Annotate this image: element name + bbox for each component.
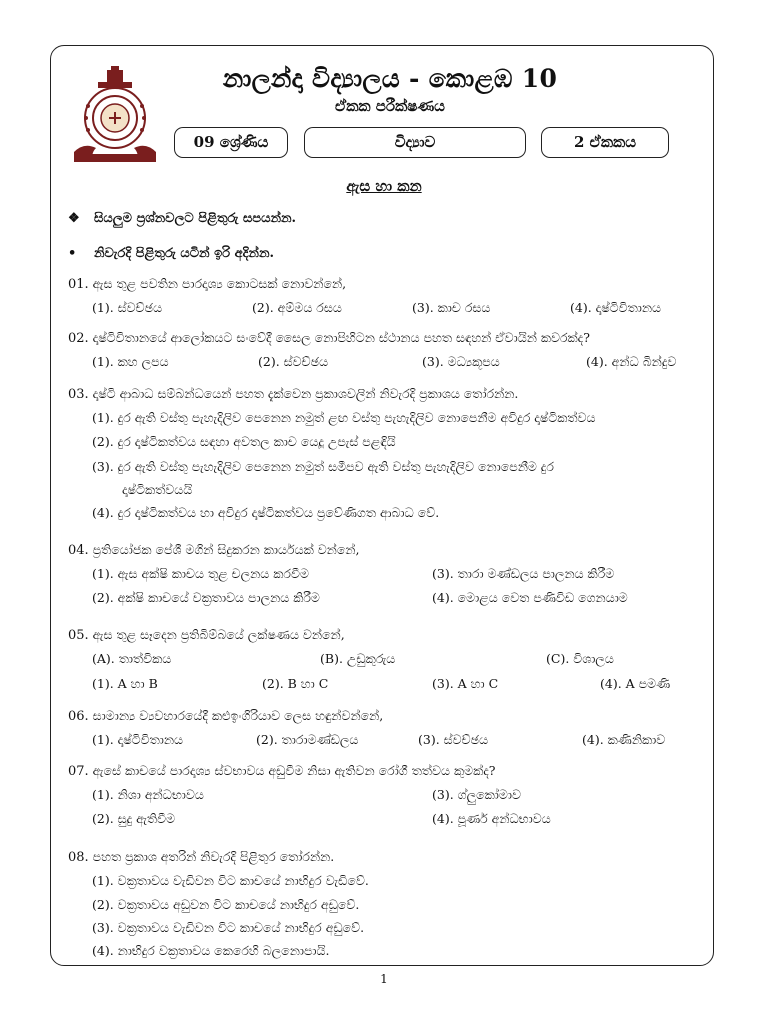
option: (2). සුදු ඇතිවීම	[92, 811, 176, 826]
school-crest-logo	[68, 66, 162, 166]
option: (3). ස්වච්ඡය	[418, 732, 489, 747]
option: (4). දෘෂ්ටිවිතානය	[570, 300, 662, 315]
question-number: 06.	[68, 709, 89, 724]
option: (1). වක්‍රතාවය වැඩිවන විට කාචයේ නාභිදුර වැඩිවේ.	[92, 873, 369, 888]
instruction-text: සියලුම ප්‍රශ්නවලට පිළිතුරු සපයන්න.	[94, 211, 297, 226]
option: (3). ග්ලුකෝමාව	[432, 787, 521, 802]
option: (1). ස්වච්ඡය	[92, 300, 163, 315]
option: (2). තාරාමණ්ඩලය	[256, 732, 359, 747]
question-text: ඇස තුළ පවතින පාරදෘශ්‍ය කොටසක් නොවන්නේ,	[92, 276, 347, 291]
question-number: 04.	[68, 543, 89, 558]
option: (B). උඩුකුරුය	[320, 651, 396, 666]
question-text: දෘෂ්ටිවිතානයේ ආලෝකයට සංවේදී සෛල නොපිහිටන ස්ථානය පහත සඳහන් ඒවායින් කවරක්ද?	[92, 330, 590, 345]
grade-box: 09 ශ්‍රේණිය	[174, 127, 288, 158]
option: (1). කහ ලපය	[92, 354, 169, 369]
option: (2). දුර දෘෂ්ටිකත්වය සඳහා අවතල කාච යෙදූ උපැස් පළඳියි	[92, 434, 396, 449]
option: (1). දුර ඇති වස්තු පැහැදිලිව පෙනෙන නමුත් ළඟ වස්තු පැහැදිලිව නොපෙනීම අවිදුර දෘෂ්ටිකත්වය	[92, 410, 596, 425]
option: (2). B හා C	[262, 676, 329, 691]
question-number: 01.	[68, 277, 89, 292]
option: (4). A පමණි	[600, 676, 671, 691]
page-number: 1	[380, 972, 388, 986]
option: (3). මධ්‍යකූපය	[422, 354, 500, 369]
instruction-text: නිවැරදි පිළිතුරු යටින් ඉරි අදින්න.	[94, 246, 275, 261]
question-text: ඇසේ කාචයේ පාරදෘශ්‍ය ස්වභාවය අඩුවීම නිසා ඇතිවන රෝගී තත්වය කුමක්ද?	[92, 763, 496, 778]
option: (4). අන්ධ බින්දුව	[586, 354, 677, 369]
dot-bullet-icon: •	[68, 246, 77, 261]
option: (3). කාච රසය	[412, 300, 491, 315]
option: (3). තාරා මණ්ඩලය පාලනය කිරීම	[432, 566, 615, 581]
question-6	[68, 708, 383, 724]
instruction-1	[68, 211, 296, 226]
question-number: 05.	[68, 628, 89, 643]
question-text: ඇස තුළ සෑදෙන ප්‍රතිබිම්බයේ ලක්ෂණය වන්නේ,	[92, 627, 345, 642]
option: (4). කණිනිකාව	[582, 732, 666, 747]
question-8	[68, 849, 334, 865]
topic-title: ඇස හා කන	[346, 177, 422, 195]
question-number: 02.	[68, 331, 89, 346]
question-number: 08.	[68, 850, 89, 865]
option: (3). දුර ඇති වස්තු පැහැදිලිව පෙනෙන නමුත් සමීපව ඇති වස්තු පැහැදිලිව නොපෙනීම දුර	[92, 459, 554, 474]
question-text: ප්‍රතියෝජක පේශී මගින් සිදුකරන කාර්යයක් වන්නේ,	[92, 542, 360, 557]
option: (3). වක්‍රතාවය වැඩිවන විට කාචයේ නාභිදුර අඩුවේ.	[92, 920, 365, 935]
option: (4). දුර දෘෂ්ටිකත්වය හා අවිදුර දෘෂ්ටිකත්වය ප්‍රවේණිගත ආබාධ වේ.	[92, 505, 440, 520]
option: (A). තාත්විකය	[92, 651, 172, 666]
question-number: 03.	[68, 387, 89, 402]
option: (3). A හා C	[432, 676, 499, 691]
subject-box: විද්‍යාව	[304, 127, 526, 158]
option: (1). A හා B	[92, 676, 158, 691]
question-text: පහත ප්‍රකාශ අතරින් නිවැරදි පිළිතුර තෝරන්න.	[92, 849, 335, 864]
option: (4). නාභිදුර වක්‍රතාවය කෙරෙහි බලනොපායි.	[92, 943, 330, 958]
option: (1). ඇස අක්ෂි කාචය තුළ චලනය කරවීම	[92, 566, 309, 581]
option: (1). දෘෂ්ටිවිතානය	[92, 732, 184, 747]
question-7	[68, 763, 496, 779]
instruction-2	[68, 246, 274, 261]
option: (2). අම්මය රසය	[252, 300, 342, 315]
option: (4). මොළය වෙත පණිවිඩ ගෙනයාම	[432, 590, 628, 605]
question-5	[68, 627, 345, 643]
option: (2). අක්ෂි කාචයේ වක්‍රතාවය පාලනය කිරීම	[92, 590, 320, 605]
question-text: සාමාන්‍ය ව්‍යවහාරයේදී කළුඉංගිරියාව ලෙස හඳුන්වන්නේ,	[92, 708, 384, 723]
question-3	[68, 386, 518, 402]
question-number: 07.	[68, 764, 89, 779]
unit-box: 2 ඒකකය	[541, 127, 669, 158]
option: (4). පූර්ණ අන්ධභාවය	[432, 811, 551, 826]
option: (C). විශාලය	[546, 651, 614, 666]
option-continuation: දෘෂ්ටිකත්වයයි	[122, 482, 193, 497]
question-4	[68, 542, 359, 558]
option: (2). ස්වච්ඡය	[258, 354, 329, 369]
diamond-bullet-icon: ❖	[68, 211, 80, 226]
question-1	[68, 276, 346, 292]
exam-subtitle: ඒකක පරීක්ෂණය	[335, 97, 445, 115]
option: (2). වක්‍රතාවය අඩුවන විට කාචයේ නාභිදුර අඩුවේ.	[92, 897, 360, 912]
question-text: දෘෂ්ටි ආබාධ සම්බන්ධයෙන් පහත දැක්වෙන ප්‍රකාශවලින් නිවැරදි ප්‍රකාශය තෝරන්න.	[92, 386, 519, 401]
question-2	[68, 330, 590, 346]
school-title: නාලන්දා විද්‍යාලය - කොළඹ 10	[222, 64, 558, 93]
option: (1). නිශා අන්ධභාවය	[92, 787, 204, 802]
